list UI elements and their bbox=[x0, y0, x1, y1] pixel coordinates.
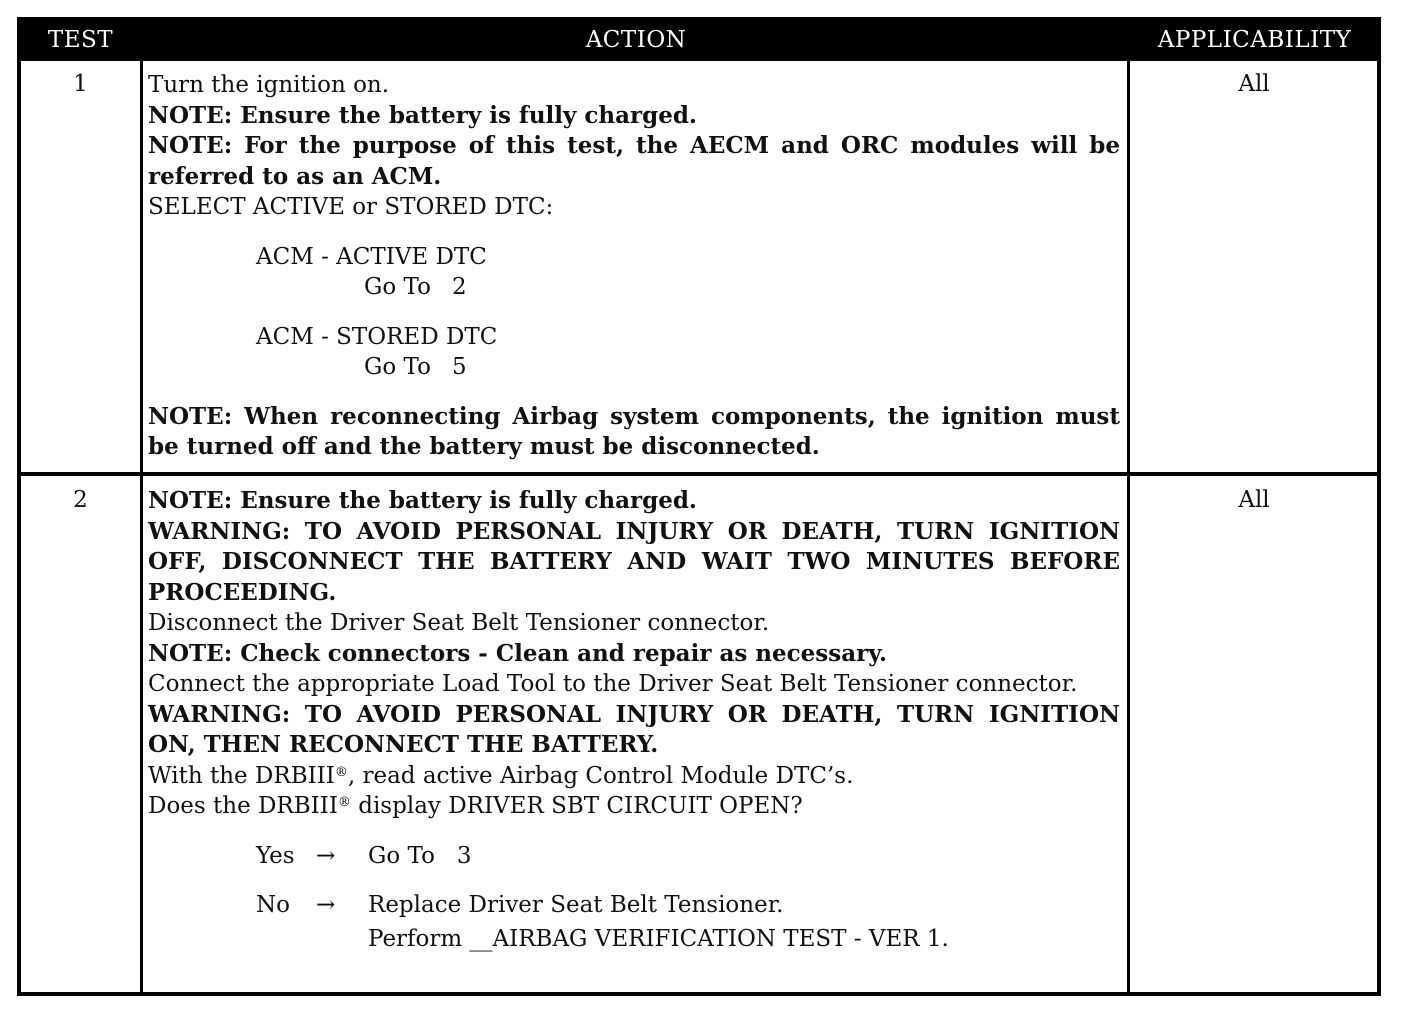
goto-number: 5 bbox=[452, 354, 467, 380]
action-cell bbox=[148, 486, 1120, 954]
arrow-right-icon: → bbox=[316, 842, 336, 869]
answer-no bbox=[148, 890, 1120, 954]
instruction-line bbox=[148, 761, 1120, 792]
action-cell bbox=[148, 70, 1120, 463]
applicability-value: All bbox=[1238, 487, 1270, 513]
header-test: TEST bbox=[47, 27, 114, 53]
line-text: display DRIVER SBT CIRCUIT OPEN? bbox=[350, 793, 803, 819]
test-number: 2 bbox=[73, 487, 88, 513]
option-goto bbox=[148, 272, 1120, 303]
question-line bbox=[148, 791, 1120, 822]
arrow-right-icon: → bbox=[316, 892, 336, 918]
goto-label: Go To bbox=[364, 274, 431, 300]
test-number: 1 bbox=[73, 71, 88, 97]
line-text: Does the DRBIII bbox=[148, 793, 338, 819]
diagnostic-table bbox=[17, 17, 1381, 996]
column-divider bbox=[140, 61, 143, 996]
registered-mark: ® bbox=[334, 764, 348, 780]
answer-text-line: Perform __AIRBAG VERIFICATION TEST - VER 1. bbox=[368, 925, 949, 952]
goto-number: 2 bbox=[452, 274, 467, 300]
header-applicability: APPLICABILITY bbox=[1157, 27, 1352, 53]
option-label: ACM - ACTIVE DTC bbox=[256, 243, 487, 270]
instruction-line: Turn the ignition on. bbox=[148, 72, 390, 98]
option-goto bbox=[148, 352, 1120, 383]
answer-text bbox=[368, 890, 1120, 954]
answer-label: No bbox=[256, 892, 290, 918]
note-line: NOTE: For the purpose of this test, the AECM and ORC modules will be referred to as an ACM. bbox=[148, 132, 1120, 190]
header-action: ACTION bbox=[585, 27, 687, 53]
warning-line: WARNING: TO AVOID PERSONAL INJURY OR DEATH, TURN IGNITION ON, THEN RECONNECT THE BATTERY. bbox=[148, 700, 1120, 758]
row-divider bbox=[21, 472, 1377, 476]
column-divider bbox=[1127, 61, 1130, 996]
answer-text-line: Replace Driver Seat Belt Tensioner. bbox=[368, 892, 784, 918]
instruction-line: Disconnect the Driver Seat Belt Tensioner connector. bbox=[148, 610, 770, 636]
answer-yes bbox=[148, 841, 1120, 872]
instruction-line: SELECT ACTIVE or STORED DTC: bbox=[148, 194, 554, 220]
line-text: With the DRBIII bbox=[148, 762, 335, 789]
applicability-value: All bbox=[1238, 71, 1270, 97]
note-line: NOTE: Ensure the battery is fully charged. bbox=[148, 101, 697, 129]
note-line: NOTE: Check connectors - Clean and repair as necessary. bbox=[148, 639, 887, 667]
note-line: NOTE: Ensure the battery is fully charged. bbox=[148, 487, 697, 514]
instruction-line: Connect the appropriate Load Tool to the Driver Seat Belt Tensioner connector. bbox=[148, 671, 1078, 697]
answer-label: Yes bbox=[256, 842, 295, 869]
answer-text: Go To 3 bbox=[368, 842, 472, 869]
warning-line: WARNING: TO AVOID PERSONAL INJURY OR DEATH, TURN IGNITION OFF, DISCONNECT THE BATTERY AND WAIT TWO MINUTES BEFORE PROCEEDING. bbox=[148, 517, 1120, 606]
option-label: ACM - STORED DTC bbox=[256, 323, 498, 350]
table-header bbox=[21, 21, 1377, 61]
note-line: NOTE: When reconnecting Airbag system components, the ignition must be turned off and the battery must be disconnected. bbox=[148, 402, 1120, 460]
goto-label: Go To bbox=[364, 354, 431, 380]
line-text: , read active Airbag Control Module DTC’s. bbox=[347, 762, 854, 789]
registered-mark: ® bbox=[337, 795, 351, 810]
